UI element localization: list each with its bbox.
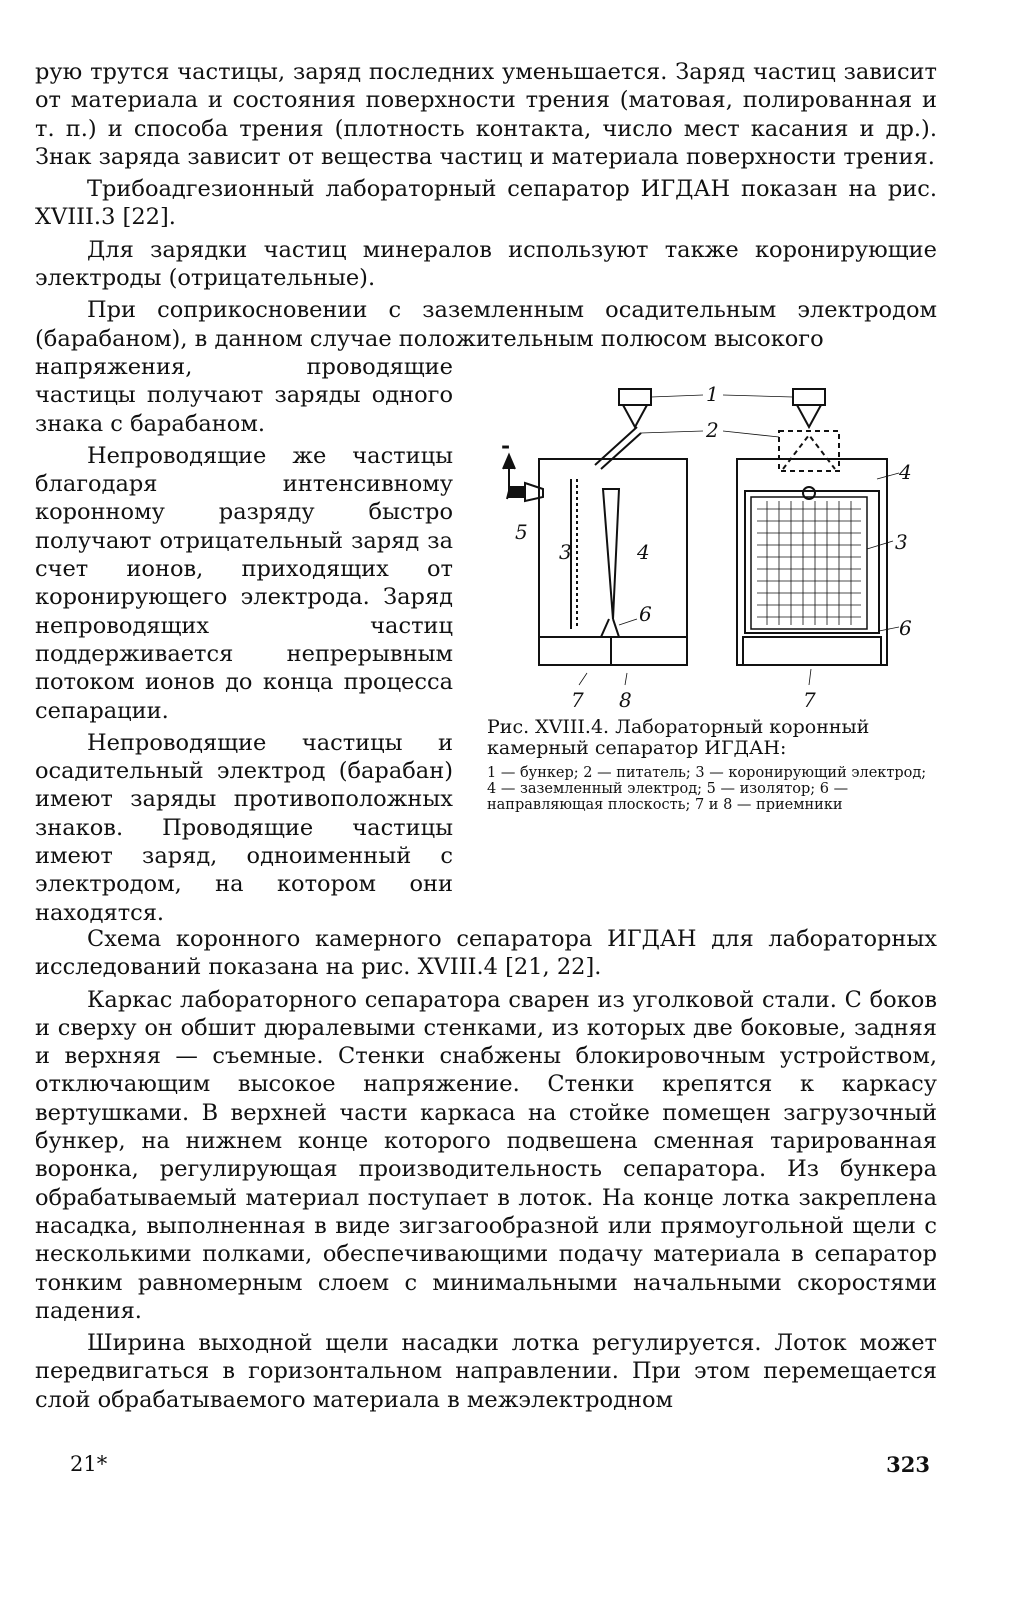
corona-grid [751, 497, 867, 629]
hopper-right [793, 389, 825, 405]
figure [487, 379, 939, 813]
signature-mark: 21* [70, 1452, 108, 1476]
receiver-7 [539, 637, 611, 665]
paragraph: Каркас лабораторного сепаратора сварен из уголковой стали. С боков и сверху он обшит дюралевыми стенками, из которых две боковые, задняя и верхняя — съемные. Стенки снабжены блокировочным устройством, отключающим высокое напряжение. Стенки крепятся к каркасу вертушками. В верхней части каркаса на стойке помещен загрузочный бункер, на нижнем конце которого подвешена сменная тарированная воронка, регулирующая производительность сепаратора. Из бункера обрабатываемый материал поступает в лоток. На конце лотка закреплена насадка, выполненная в виде зигзагообразной или прямоугольной щели с несколькими полками, обеспечивающими подачу материала в сепаратор тонким равномерным слоем с минимальными начальными скоростями падения. [35, 986, 937, 1324]
paragraph: Непроводящие частицы и осадительный электрод (барабан) имеют заряды противоположных знаков. Проводящие частицы имеют заряд, одноименный с электродом, на котором они находятся. [35, 729, 453, 926]
figure-label: 5 [515, 519, 528, 544]
figure-label: 4 [637, 539, 650, 564]
figure-label: 7 [571, 687, 584, 709]
left-column [35, 353, 453, 927]
figure-label: 3 [559, 539, 572, 564]
figure-label: 3 [895, 529, 908, 554]
paragraph: напряжения, проводящие частицы получают заряды одного знака с барабаном. [35, 353, 453, 437]
text-with-figure [35, 353, 937, 925]
figure-label: 2 [706, 417, 719, 442]
paragraph: рую трутся частицы, заряд последних уменьшается. Заряд частиц зависит от материала и состояния поверхности трения (матовая, полированная и т. п.) и способа трения (плотность контакта, число мест касания и др.). Знак заряда зависит от вещества частиц и материала поверхности трения. [35, 59, 937, 170]
paragraph: Для зарядки частиц минералов используют также коронирующие электроды (отрицательные). [35, 236, 937, 292]
paragraph: Ширина выходной щели насадки лотка регулируется. Лоток может передвигаться в горизонтальном направлении. При этом перемещается слой обрабатываемого материала в межэлектродном [35, 1330, 937, 1413]
right-chamber [737, 459, 887, 665]
figure-label: 6 [899, 615, 912, 640]
hopper-funnel [623, 405, 647, 427]
page-body [35, 58, 937, 1414]
grounded-electrode [603, 489, 619, 619]
paragraph: Трибоадгезионный лабораторный сепаратор ИГДАН показан на рис. XVIII.3 [22]. [35, 176, 937, 231]
paragraph: Непроводящие же частицы благодаря интенсивному коронному разряду быстро получают отрицательный заряд за счет ионов, приходящих от коронирующего электрода. Заряд непроводящих частиц поддерживается непрерывным потоком ионов до конца процесса сепарации. [35, 442, 453, 724]
figure-label: 1 [706, 381, 719, 406]
figure-label: 4 [899, 459, 912, 484]
paragraph: Схема коронного камерного сепаратора ИГДАН для лабораторных исследований показана на рис. XVIII.4 [21, 22]. [35, 925, 937, 981]
figure-caption-legend: 1 — бункер; 2 — питатель; 3 — коронирующий электрод; 4 — заземленный электрод; 5 — изолятор; 6 — направляющая плоскость; 7 и 8 — приемники [487, 764, 927, 813]
figure-label: 7 [803, 687, 816, 709]
arrow-sign: - [501, 432, 511, 459]
page-number: 323 [886, 1452, 930, 1477]
hopper [619, 389, 651, 405]
feeder-chute [595, 427, 641, 469]
receiver-7-right [743, 637, 881, 665]
separator-diagram [487, 379, 939, 709]
figure-label: 6 [639, 601, 652, 626]
figure-caption-title: Рис. XVIII.4. Лабораторный коронный камерный сепаратор ИГДАН: [487, 715, 870, 759]
figure-label: 8 [619, 687, 632, 709]
paragraph: При соприкосновении с заземленным осадительным электродом (барабаном), в данном случае положительным полюсом высокого [35, 297, 937, 352]
receiver-8 [611, 637, 687, 665]
